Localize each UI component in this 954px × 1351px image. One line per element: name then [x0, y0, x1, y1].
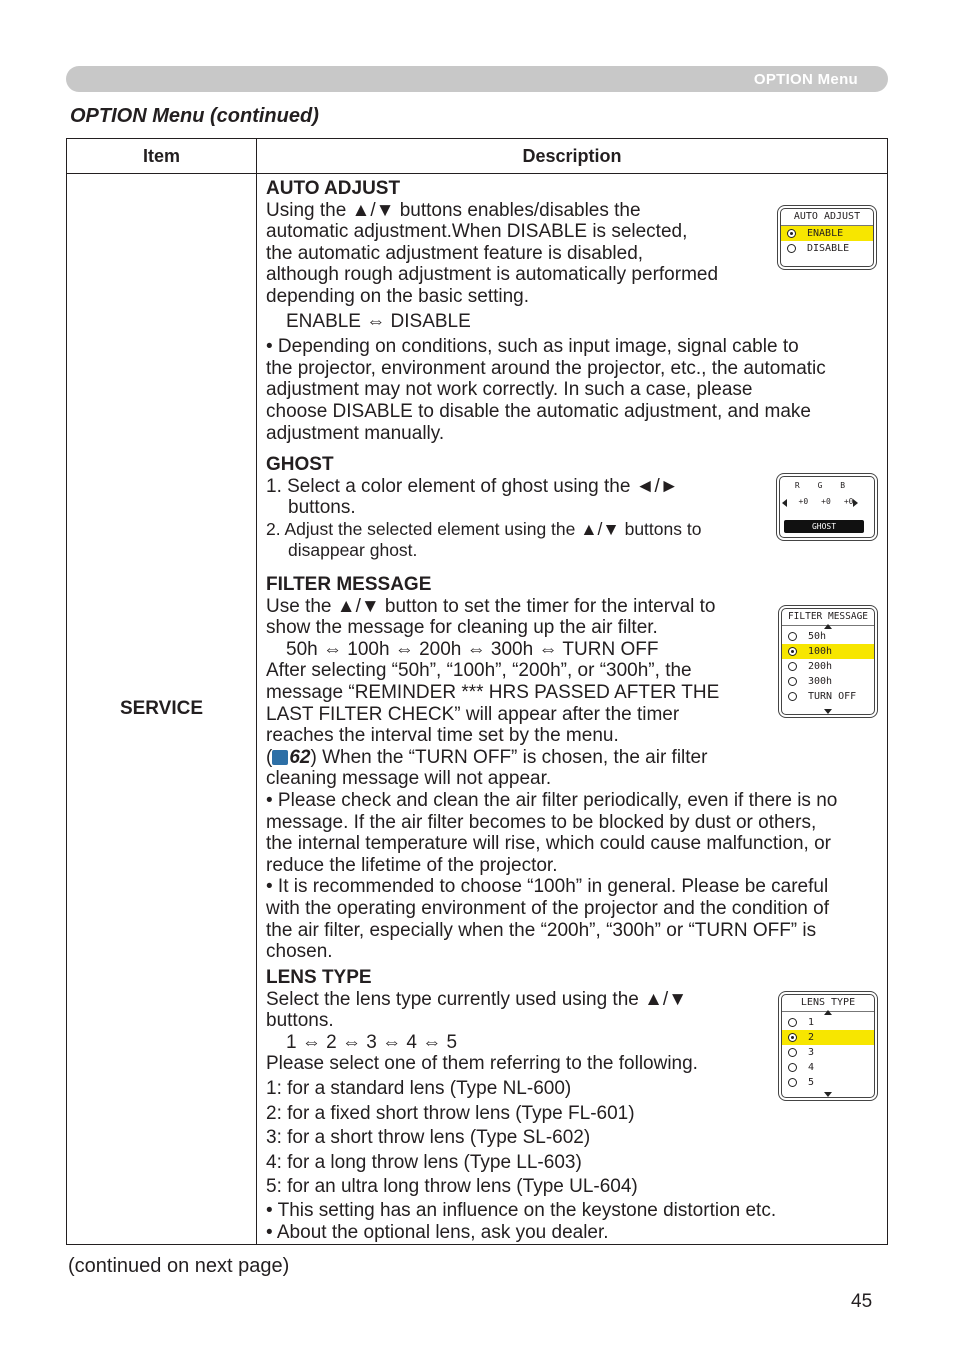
auto-adjust-osd-thumbnail — [780, 208, 874, 267]
radio-icon — [787, 244, 796, 253]
osd-option-disable: DISABLE — [781, 241, 873, 256]
osd-option-300h: 300h — [782, 674, 874, 689]
auto-adjust-osd-title: AUTO ADJUST — [781, 209, 873, 226]
ghost-value-r: +0 — [798, 497, 809, 506]
filter-message-note: message. If the air filter becomes to be blocked by dust or others, — [266, 811, 817, 833]
option-menu-table — [66, 138, 888, 1245]
ghost-step-2-cont: disappear ghost. — [288, 540, 418, 561]
scroll-down-icon — [824, 1092, 832, 1097]
radio-selected-icon — [788, 647, 797, 656]
ghost-step-2: 2. Adjust the selected element using the ▲/▼ buttons to — [266, 518, 702, 539]
osd-option-turn-off: TURN OFF — [782, 689, 874, 704]
lens-type-options: 1 ⇔ 2 ⇔ 3 ⇔ 4 ⇔ 5 — [286, 1031, 458, 1053]
column-header-description: Description — [257, 139, 888, 174]
radio-selected-icon — [788, 1033, 797, 1042]
column-header-item: Item — [67, 139, 257, 174]
page-number: 45 — [851, 1291, 873, 1312]
filter-message-line: LAST FILTER CHECK” will appear after the timer — [266, 703, 680, 725]
osd-option-1: 1 — [782, 1015, 874, 1030]
auto-adjust-heading: AUTO ADJUST — [266, 178, 401, 199]
radio-icon — [788, 1063, 797, 1072]
radio-icon — [788, 1048, 797, 1057]
book-reference-icon — [272, 750, 288, 765]
filter-message-line: message “REMINDER *** HRS PASSED AFTER THE — [266, 681, 720, 703]
auto-adjust-line: the automatic adjustment feature is disabled, — [266, 242, 644, 264]
lens-type-list-item: 1: for a standard lens (Type NL-600) — [266, 1077, 572, 1099]
filter-message-note: • Please check and clean the air filter periodically, even if there is no — [266, 789, 838, 811]
filter-message-note: chosen. — [266, 941, 333, 963]
ghost-osd-thumbnail — [779, 476, 875, 538]
filter-message-note: • It is recommended to choose “100h” in general. Please be careful — [266, 876, 829, 898]
osd-option-4: 4 — [782, 1060, 874, 1075]
lens-type-osd-thumbnail — [781, 994, 875, 1098]
ghost-value-g: +0 — [821, 497, 831, 506]
ghost-heading: GHOST — [266, 454, 334, 475]
page-title: OPTION Menu (continued) — [70, 105, 319, 127]
auto-adjust-note: • Depending on conditions, such as input image, signal cable to — [266, 336, 799, 358]
auto-adjust-line: depending on the basic setting. — [266, 285, 530, 307]
filter-message-ref-line: ( 62) When the “TURN OFF” is chosen, the air filter — [266, 746, 708, 768]
header-bar — [66, 66, 888, 92]
auto-adjust-note: choose DISABLE to disable the automatic adjustment, and make — [266, 400, 811, 422]
osd-option-3: 3 — [782, 1045, 874, 1060]
arrow-left-icon — [782, 499, 787, 507]
filter-message-osd-title: FILTER MESSAGE — [782, 609, 874, 626]
table-row — [67, 174, 888, 1245]
table-header-row — [67, 139, 888, 174]
osd-option-2: 2 — [782, 1030, 874, 1045]
lens-type-intro: Please select one of them referring to the following. — [266, 1053, 698, 1075]
ghost-step-1-cont: buttons. — [288, 497, 356, 519]
radio-icon — [788, 1018, 797, 1027]
auto-adjust-options: ENABLE ⇔ DISABLE — [286, 310, 471, 332]
osd-option-50h: 50h — [782, 629, 874, 644]
filter-message-note: reduce the lifetime of the projector. — [266, 854, 558, 876]
ghost-label-r: R — [794, 481, 800, 490]
continued-note: (continued on next page) — [68, 1255, 290, 1277]
osd-option-enable: ENABLE — [781, 226, 873, 241]
auto-adjust-line: although rough adjustment is automatically performed — [266, 264, 719, 286]
lens-type-list-item: 4: for a long throw lens (Type LL-603) — [266, 1151, 582, 1173]
filter-message-line: reaches the interval time set by the menu. — [266, 725, 619, 747]
lens-type-list-item: 5: for an ultra long throw lens (Type UL-604) — [266, 1176, 638, 1198]
auto-adjust-note: adjustment may not work correctly. In such a case, please — [266, 379, 753, 401]
osd-option-5: 5 — [782, 1075, 874, 1090]
filter-message-osd-thumbnail — [781, 608, 875, 715]
radio-icon — [788, 692, 797, 701]
filter-message-options: 50h ⇔ 100h ⇔ 200h ⇔ 300h ⇔ TURN OFF — [286, 638, 659, 660]
osd-option-100h: 100h — [782, 644, 874, 659]
radio-icon — [788, 677, 797, 686]
osd-option-200h: 200h — [782, 659, 874, 674]
radio-icon — [788, 1078, 797, 1087]
item-service: SERVICE — [67, 174, 257, 1245]
lens-type-line: Select the lens type currently used using the ▲/▼ — [266, 988, 687, 1010]
radio-selected-icon — [787, 229, 796, 238]
description-cell — [257, 174, 888, 1245]
filter-message-note: the internal temperature will rise, which could cause malfunction, or — [266, 833, 831, 855]
filter-message-line: show the message for cleaning up the air filter. — [266, 617, 658, 639]
auto-adjust-line: Using the ▲/▼ buttons enables/disables the — [266, 199, 641, 221]
filter-message-line: After selecting “50h”, “100h”, “200h”, or “300h”, the — [266, 660, 692, 682]
ghost-label-g: G — [817, 481, 823, 490]
header-section-label: OPTION Menu — [753, 71, 858, 88]
filter-message-note: the air filter, especially when the “200h”, “300h” or “TURN OFF” is — [266, 919, 817, 941]
auto-adjust-note: the projector, environment around the projector, etc., the automatic — [266, 357, 826, 379]
scroll-down-icon — [824, 709, 832, 714]
auto-adjust-note: adjustment manually. — [266, 422, 445, 444]
lens-type-list-item: 3: for a short throw lens (Type SL-602) — [266, 1127, 591, 1149]
reference-page: 62 — [289, 746, 311, 768]
lens-type-heading: LENS TYPE — [266, 967, 372, 988]
ghost-step-1: 1. Select a color element of ghost using the ◄/► — [266, 475, 679, 497]
filter-message-note: with the operating environment of the projector and the condition of — [266, 897, 829, 919]
lens-type-osd-title: LENS TYPE — [782, 995, 874, 1012]
ghost-osd-footer: GHOST — [784, 520, 864, 533]
ghost-value-b: +0 — [843, 497, 854, 506]
filter-message-heading: FILTER MESSAGE — [266, 574, 432, 595]
filter-message-line: Use the ▲/▼ button to set the timer for the interval to — [266, 595, 716, 617]
lens-type-list-item: 2: for a fixed short throw lens (Type FL-601) — [266, 1102, 635, 1124]
radio-icon — [788, 662, 797, 671]
radio-icon — [788, 632, 797, 641]
lens-type-line: buttons. — [266, 1010, 334, 1032]
auto-adjust-line: automatic adjustment.When DISABLE is selected, — [266, 221, 688, 243]
lens-type-note: • This setting has an influence on the keystone distortion etc. — [266, 1199, 777, 1221]
filter-message-line: cleaning message will not appear. — [266, 768, 552, 790]
lens-type-note: • About the optional lens, ask you dealer. — [266, 1221, 609, 1243]
reference-text: ) When the “TURN OFF” is chosen, the air filter — [310, 746, 708, 768]
arrow-right-icon — [853, 499, 858, 507]
ghost-label-b: B — [840, 481, 846, 490]
